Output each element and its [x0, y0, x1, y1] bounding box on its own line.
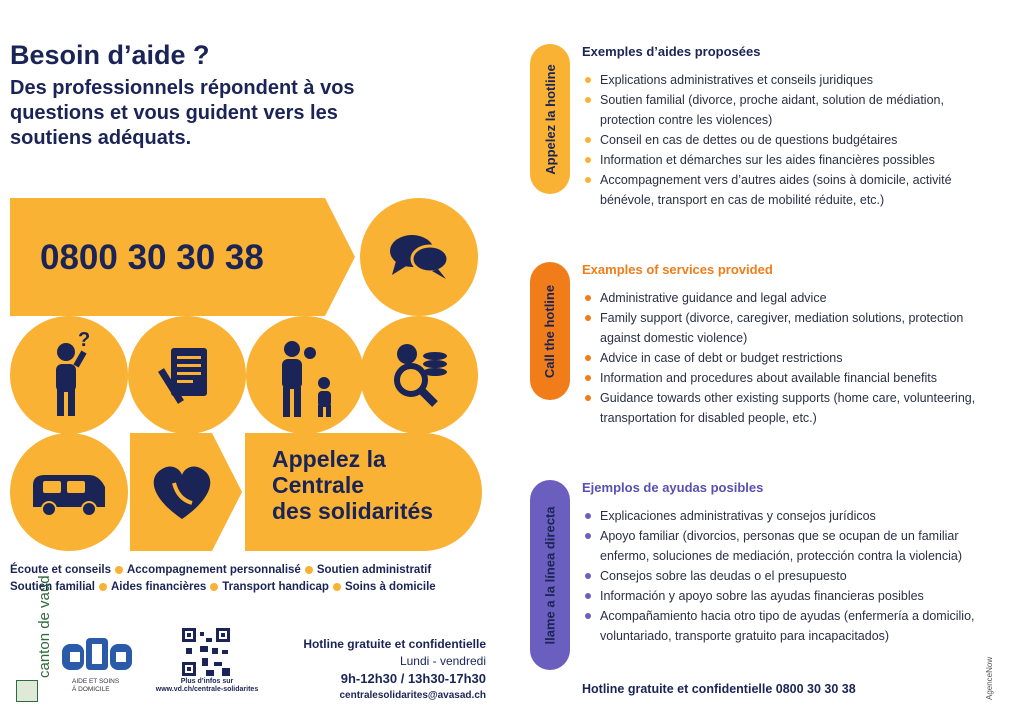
agency-credit: AgenceNow	[985, 656, 994, 700]
cta-text: Appelez la Centrale des solidarités	[272, 446, 434, 524]
email-link[interactable]: centralesolidarites@avasad.ch	[339, 690, 486, 701]
list-item: Family support (divorce, caregiver, mediation solutions, protection against domestic violence)	[582, 308, 1002, 348]
page-title: Besoin d’aide ?	[10, 40, 210, 70]
list-item: Conseil en cas de dettes ou de questions budgétaires	[582, 130, 1002, 150]
qr-caption: Plus d’infos sur www.vd.ch/centrale-solidarites	[152, 678, 262, 694]
list-item: Consejos sobre las deudas o el presupuesto	[582, 566, 1002, 586]
list-item: Soutien familial (divorce, proche aidant, solution de médiation, protection contre les violences)	[582, 90, 1002, 130]
cms-logo	[62, 636, 132, 678]
section-fr: Exemples d’aides proposées Explications administratives et conseils juridiques Soutien familial (divorce, proche aidant, solution de médiation, protection contre les violences) Conseil en cas de dettes ou de questions budgétaires Information et démarches sur les aides financières possibles Accompagnement vers d’autres aides (soins à domicile, activité bénévole, transport en cas de mobilité réduite, etc.)	[582, 44, 1002, 210]
info-link[interactable]: www.vd.ch/centrale-solidarites	[155, 686, 259, 693]
pill-es: llame a la línea directa	[530, 480, 570, 670]
svg-text:?: ?	[78, 330, 91, 351]
list-item: Administrative guidance and legal advice	[582, 288, 1002, 308]
list-item: Guidance towards other existing supports (home care, volunteering, transportation for disabled people, etc.)	[582, 388, 1002, 428]
section-es: Ejemplos de ayudas posibles Explicaciones administrativas y consejos jurídicos Apoyo familiar (divorcios, personas que se ocupan de un familiar enfermo, soluciones de mediación, protección contra la violencia) Consejos sobre las deudas o el presupuesto Información y apoyo sobre las ayudas financieras posibles Acompañamiento hacia otro tipo de ayudas (enfermería a domicilio, voluntariado, transporte gratuito para incapacitados)	[582, 480, 1002, 646]
vaud-logo: canton de vaud	[14, 618, 40, 704]
family-icon	[246, 316, 364, 434]
bottom-hotline: Hotline gratuite et confidentielle 0800 30 30 38	[582, 682, 856, 696]
hotline-info: Hotline gratuite et confidentielle Lundi - vendredi 9h-12h30 / 13h30-17h30 centralesolidarites@avasad.ch	[276, 636, 486, 704]
list-item: Acompañamiento hacia otro tipo de ayudas (enfermería a domicilio, voluntariado, transporte gratuito para incapacitados)	[582, 606, 1002, 646]
phone-number[interactable]: 0800 30 30 38	[40, 238, 264, 277]
pill-en: Call the hotline	[530, 262, 570, 400]
page-subtitle: Des professionnels répondent à vos questions et vous guident vers les soutiens adéquats.	[10, 77, 355, 149]
list-item: Information and procedures about available financial benefits	[582, 368, 1002, 388]
list-item: Information et démarches sur les aides financières possibles	[582, 150, 1002, 170]
list-item: Accompagnement vers d’autres aides (soins à domicile, activité bénévole, transport en cas de mobilité réduite, etc.)	[582, 170, 1002, 210]
cms-subtitle: AIDE ET SOINS À DOMICILE	[72, 678, 120, 693]
person-question-icon	[10, 316, 128, 434]
list-item: Explications administratives et conseils juridiques	[582, 70, 1002, 90]
pill-fr: Appelez la hotline	[530, 44, 570, 194]
section-en: Examples of services provided Administrative guidance and legal advice Family support (divorce, caregiver, mediation solutions, protection against domestic violence) Advice in case of debt or budget restrictions Information and procedures about available financial benefits Guidance towards other existing supports (home care, volunteering, transportation for disabled people, etc.)	[582, 262, 1002, 428]
heart-phone-arrow	[130, 433, 242, 551]
service-tags: Écoute et conseils Accompagnement personnalisé Soutien administratif Soutien familial Aides financières Transport handicap Soins à domicile	[10, 564, 436, 593]
document-pen-icon	[128, 316, 246, 434]
chat-bubbles-icon	[360, 198, 478, 316]
list-item: Explicaciones administrativas y consejos jurídicos	[582, 506, 1002, 526]
qr-code[interactable]	[182, 628, 230, 676]
list-item: Información y apoyo sobre las ayudas financieras posibles	[582, 586, 1002, 606]
list-item: Advice in case of debt or budget restrictions	[582, 348, 1002, 368]
list-item: Apoyo familiar (divorcios, personas que se ocupan de un familiar enfermo, soluciones de mediación, protección contra la violencia)	[582, 526, 1002, 566]
car-icon	[10, 433, 128, 551]
coins-magnifier-icon	[360, 316, 478, 434]
